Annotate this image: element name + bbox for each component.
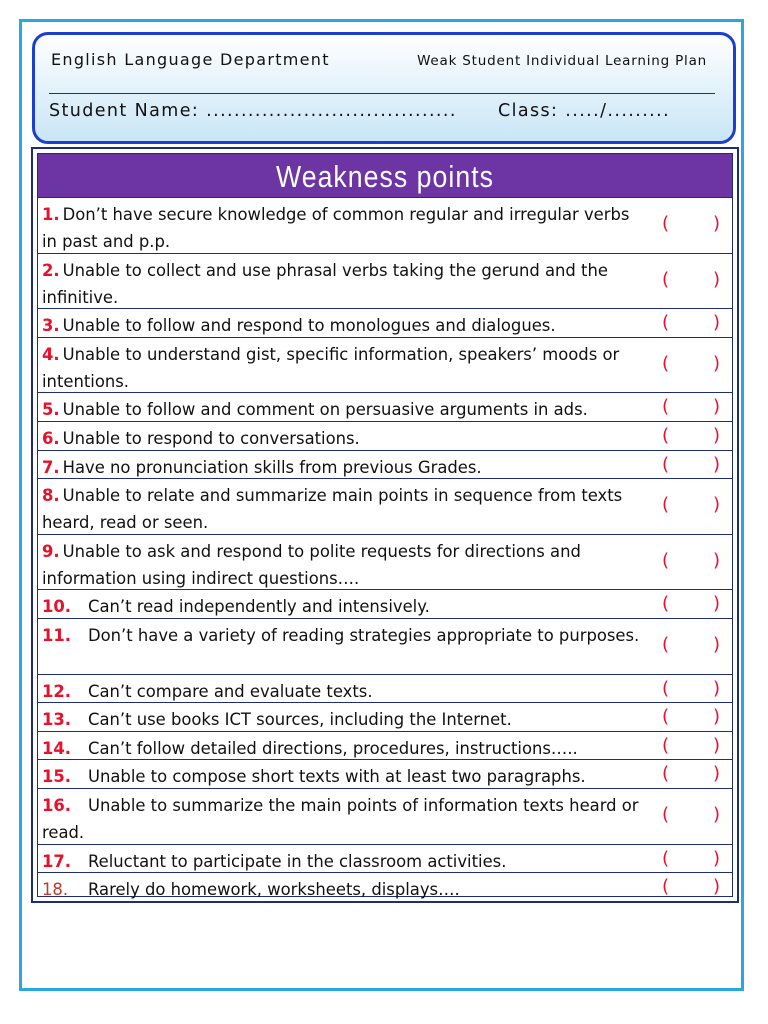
row-number: 10. <box>42 597 72 617</box>
row-number: 2. <box>42 260 60 280</box>
table-row <box>38 788 732 844</box>
open-paren: ( <box>662 213 670 234</box>
header-box <box>32 32 736 144</box>
row-number: 7. <box>42 457 60 477</box>
row-number: 18. <box>42 880 69 900</box>
close-paren: ) <box>712 453 720 475</box>
row-number: 13. <box>42 710 72 730</box>
row-text <box>42 706 648 733</box>
row-description: Can’t follow detailed directions, procedures, instructions….. <box>88 738 578 758</box>
close-paren: ) <box>712 876 720 898</box>
open-paren: ( <box>662 803 670 825</box>
row-text <box>42 482 648 536</box>
table-row <box>38 534 732 590</box>
open-paren: ( <box>662 706 670 728</box>
row-text <box>42 538 648 592</box>
row-description: Can’t compare and evaluate texts. <box>88 681 373 701</box>
row-description: Unable to ask and respond to polite requests for directions and information using indirect questions…. <box>42 541 581 588</box>
open-paren: ( <box>662 633 670 655</box>
table-row <box>38 253 732 309</box>
table-row <box>38 197 732 253</box>
open-paren: ( <box>662 268 670 290</box>
table-title-bar <box>38 154 732 197</box>
close-paren: ) <box>712 396 720 418</box>
table-row <box>38 872 732 901</box>
student-name-field[interactable]: Student Name: .................................... <box>49 101 457 121</box>
checkbox-parentheses[interactable] <box>662 396 720 417</box>
weakness-table-inner <box>37 153 733 900</box>
row-description: Rarely do homework, worksheets, displays…. <box>88 880 460 900</box>
table-row <box>38 589 732 618</box>
row-description: Unable to collect and use phrasal verbs taking the gerund and the infinitive. <box>42 260 608 307</box>
checkbox-parentheses[interactable] <box>662 634 720 655</box>
row-description: Don’t have secure knowledge of common regular and irregular verbs in past and p.p. <box>42 205 630 251</box>
checkbox-parentheses[interactable] <box>662 425 720 446</box>
row-text <box>42 593 648 620</box>
table-row <box>38 844 732 873</box>
table-row <box>38 337 732 393</box>
close-paren: ) <box>712 677 720 699</box>
open-paren: ( <box>662 734 670 756</box>
checkbox-parentheses[interactable] <box>662 804 720 825</box>
row-text <box>42 792 648 846</box>
checkbox-parentheses[interactable] <box>662 678 720 699</box>
open-paren: ( <box>662 763 670 785</box>
close-paren: ) <box>712 633 720 655</box>
row-number: 9. <box>42 541 60 561</box>
row-text <box>42 201 648 255</box>
table-row <box>38 392 732 421</box>
row-number: 1. <box>42 205 60 224</box>
close-paren: ) <box>712 549 720 571</box>
checkbox-parentheses[interactable] <box>662 353 720 374</box>
row-text <box>42 622 648 649</box>
open-paren: ( <box>662 847 670 869</box>
open-paren: ( <box>662 549 670 571</box>
row-description: Can’t use books ICT sources, including the Internet. <box>88 710 512 730</box>
checkbox-parentheses[interactable] <box>662 706 720 727</box>
row-number: 12. <box>42 681 72 701</box>
open-paren: ( <box>662 352 670 374</box>
table-row <box>38 759 732 788</box>
row-description: Can’t read independently and intensively. <box>88 597 430 617</box>
row-number: 11. <box>42 625 72 645</box>
row-description: Unable to summarize the main points of information texts heard or read. <box>42 795 639 842</box>
row-number: 4. <box>42 344 60 364</box>
row-text <box>42 341 648 395</box>
checkbox-parentheses[interactable] <box>662 550 720 571</box>
open-paren: ( <box>662 876 670 898</box>
close-paren: ) <box>712 494 720 516</box>
plan-title: Weak Student Individual Learning Plan <box>417 53 707 69</box>
row-text <box>42 678 648 705</box>
checkbox-parentheses[interactable] <box>662 213 720 234</box>
row-text <box>42 876 648 903</box>
open-paren: ( <box>662 424 670 446</box>
open-paren: ( <box>662 593 670 615</box>
table-row <box>38 421 732 450</box>
close-paren: ) <box>712 734 720 756</box>
close-paren: ) <box>712 593 720 615</box>
row-text <box>42 763 648 790</box>
close-paren: ) <box>712 847 720 869</box>
table-title: Weakness points <box>87 154 684 197</box>
row-description: Unable to follow and respond to monologues and dialogues. <box>62 316 556 336</box>
class-field[interactable]: Class: ...../......... <box>498 101 671 121</box>
close-paren: ) <box>712 706 720 728</box>
header-divider <box>49 93 715 94</box>
row-description: Unable to respond to conversations. <box>62 428 360 448</box>
weakness-table <box>31 147 739 903</box>
open-paren: ( <box>662 396 670 418</box>
row-description: Reluctant to participate in the classroom activities. <box>88 851 507 871</box>
table-row <box>38 308 732 337</box>
row-text <box>42 454 648 481</box>
row-number: 6. <box>42 428 60 448</box>
open-paren: ( <box>662 494 670 516</box>
row-number: 14. <box>42 738 72 758</box>
checkbox-parentheses[interactable] <box>662 848 720 869</box>
row-description: Unable to compose short texts with at least two paragraphs. <box>88 767 586 787</box>
checkbox-parentheses[interactable] <box>662 454 720 475</box>
table-row <box>38 450 732 479</box>
close-paren: ) <box>712 213 720 234</box>
table-row <box>38 674 732 703</box>
checkbox-parentheses[interactable] <box>662 593 720 614</box>
close-paren: ) <box>712 763 720 785</box>
checkbox-parentheses[interactable] <box>662 735 720 756</box>
row-description: Unable to understand gist, specific information, speakers’ moods or intentions. <box>42 344 620 391</box>
checkbox-parentheses[interactable] <box>662 763 720 784</box>
table-row <box>38 702 732 731</box>
row-text <box>42 848 648 875</box>
row-text <box>42 396 648 423</box>
close-paren: ) <box>712 312 720 334</box>
close-paren: ) <box>712 424 720 446</box>
checkbox-parentheses[interactable] <box>662 494 720 515</box>
row-number: 8. <box>42 486 60 506</box>
close-paren: ) <box>712 352 720 374</box>
row-number: 16. <box>42 795 72 815</box>
table-row <box>38 478 732 534</box>
row-description: Unable to relate and summarize main points in sequence from texts heard, read or seen. <box>42 486 623 533</box>
department-label: English Language Department <box>51 50 330 69</box>
row-description: Don’t have a variety of reading strategies appropriate to purposes. <box>88 625 640 645</box>
row-number: 17. <box>42 851 72 871</box>
row-number: 3. <box>42 316 60 336</box>
row-text <box>42 425 648 452</box>
open-paren: ( <box>662 312 670 334</box>
checkbox-parentheses[interactable] <box>662 269 720 290</box>
row-text <box>42 735 648 762</box>
row-description: Have no pronunciation skills from previous Grades. <box>62 457 482 477</box>
checkbox-parentheses[interactable] <box>662 312 720 333</box>
row-number: 5. <box>42 400 60 420</box>
row-text <box>42 312 648 339</box>
row-text <box>42 257 648 311</box>
table-row <box>38 731 732 760</box>
row-number: 15. <box>42 767 72 787</box>
open-paren: ( <box>662 677 670 699</box>
close-paren: ) <box>712 803 720 825</box>
row-description: Unable to follow and comment on persuasive arguments in ads. <box>62 400 588 420</box>
table-row <box>38 618 732 674</box>
close-paren: ) <box>712 268 720 290</box>
open-paren: ( <box>662 453 670 475</box>
checkbox-parentheses[interactable] <box>662 876 720 897</box>
